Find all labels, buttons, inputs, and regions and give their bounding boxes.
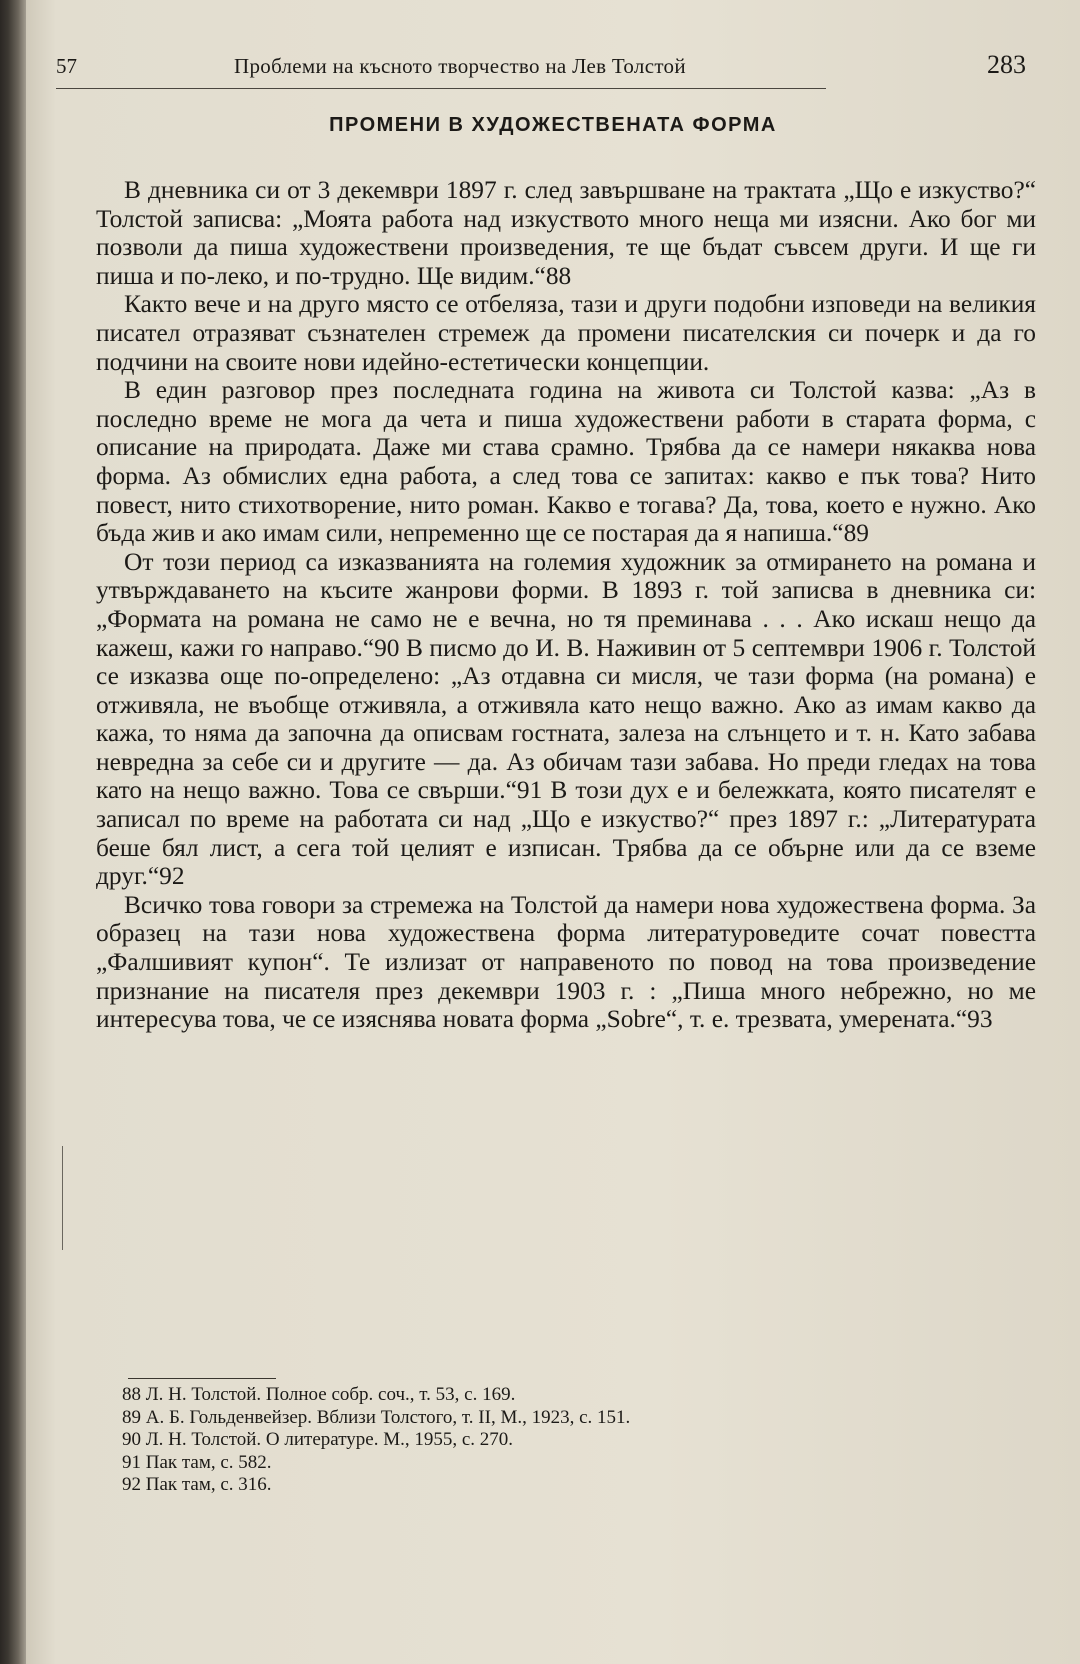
paragraph: Всичко това говори за стремежа на Толстой да намери нова художествена форма. За образец на тази нова художествена форма литературоведите сочат повестта „Фалшивият купон“. Те излизат от направеното по повод на това произведение признание на писателя през декември 1903 г. : „Пиша много небрежно, но ме интересува това, че се изяснява новата форма „Sobre“, т. е. трезвата, умерената.“93 [96, 890, 1036, 1034]
book-binding-shadow [0, 0, 26, 1664]
footnote: 91 Пак там, с. 582. [122, 1451, 272, 1473]
margin-pencil-mark [62, 1146, 73, 1250]
paragraph: В дневника си от 3 декември 1897 г. след завършване на трактата „Що е изкуство?“ Толстой записва: „Моята работа над изкуството много неща ми изясни. Ако бог ми позволи да пиша художествени произведения, те ще бъдат съвсем други. И ще ги пиша и по-леко, и по-трудно. Ще видим.“88 [96, 176, 1036, 290]
footnote: 89 А. Б. Гольденвейзер. Вблизи Толстого, т. II, М., 1923, с. 151. [122, 1406, 631, 1428]
section-title: ПРОМЕНИ В ХУДОЖЕСТВЕНАТА ФОРМА [329, 114, 777, 136]
footnote-rule [128, 1378, 276, 1379]
footnotes [122, 1384, 1022, 1497]
page-number-left: 57 [56, 54, 77, 78]
footnote: 88 Л. Н. Толстой. Полное собр. соч., т. 53, с. 169. [122, 1384, 516, 1405]
body-text [96, 176, 1036, 1034]
paragraph: Както вече и на друго място се отбеляза, тази и други подобни изповеди на великия писател отразяват съзнателен стремеж да промени писателския си почерк и да го подчини на своите нови идейно-естетически концепции. [96, 290, 1036, 376]
footnote: 90 Л. Н. Толстой. О литературе. М., 1955, с. 270. [122, 1429, 514, 1451]
paragraph: От този период са изказванията на големия художник за отмирането на романа и утвърждаването на късите жанрови форми. В 1893 г. той записва в дневника си: „Формата на романа не само не е вечна, но тя преминава . . . Ако искаш нещо да кажеш, кажи го направо.“90 В писмо до И. В. Наживин от 5 септември 1906 г. Толстой се изказва още по-определено: „Аз отдавна си мисля, че тази форма (на романа) е отживяла, не въобще отживяла, а отживяла като нещо важно. Ако аз имам какво да кажа, то няма да започна да описвам гостната, залеза на слънцето и т. н. Като забава невредна за себе си и другите — да. Аз обичам тази забава. Но преди гледах на това като на нещо важно. Това се свърши.“91 В този дух е и бележката, която писателят е записал по време на работата си над „Що е изкуство?“ през 1897 г.: „Литературата беше бял лист, а сега той целият е изписан. Трябва да се обърне или да се вземе друг.“92 [96, 547, 1036, 891]
running-header [56, 50, 1046, 88]
running-title: Проблеми на късното творчество на Лев Толстой [234, 54, 686, 78]
page-number-right: 283 [987, 50, 1026, 79]
header-rule [56, 88, 826, 89]
paragraph: В един разговор през последната година на живота си Толстой казва: „Аз в последно време не мога да чета и пиша художествени работи в старата форма, с описание на природата. Даже ми става срамно. Трябва да се намери някаква нова форма. Аз обмислих една работа, а след това се запитах: какво е пък това? Нито повест, нито стихотворение, нито роман. Какво е тогава? Да, това, което е нужно. Ако бъда жив и ако имам сили, непременно ще се постарая да я напиша.“89 [96, 376, 1036, 548]
footnote: 92 Пак там, с. 316. [122, 1474, 272, 1496]
